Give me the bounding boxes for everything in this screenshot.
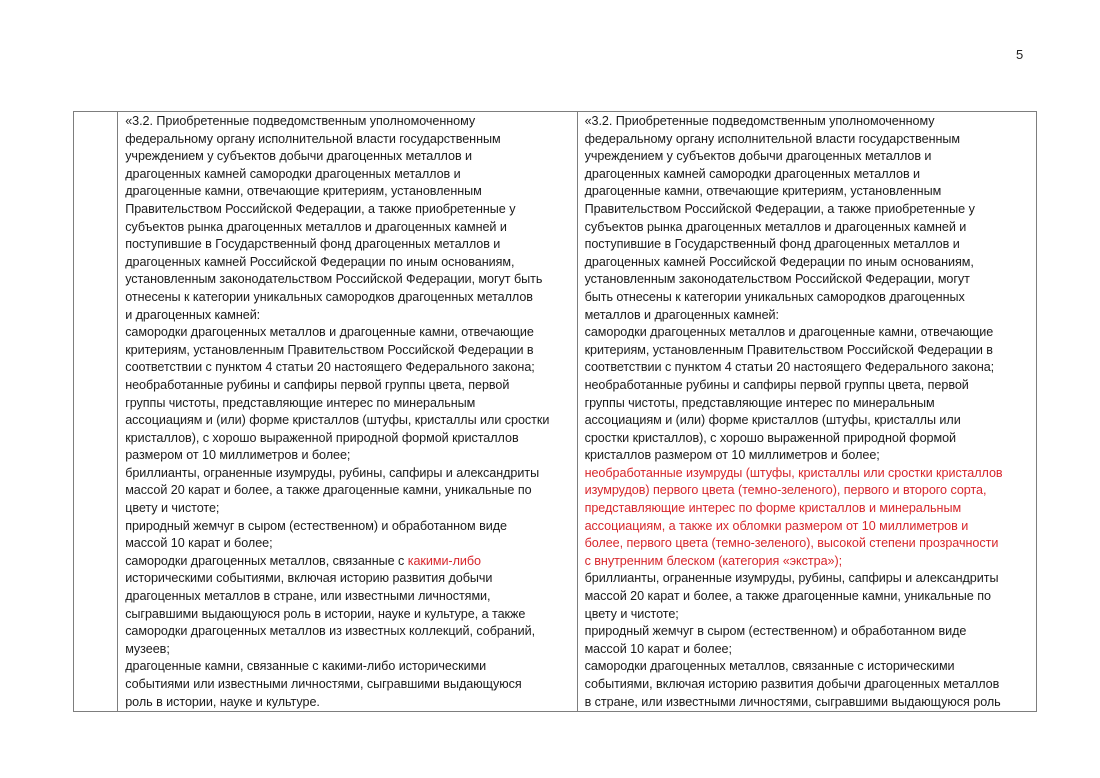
- left-highlight-text: какими-либо: [407, 553, 481, 568]
- comparison-table: [73, 111, 1037, 712]
- left-paragraph-6: [125, 553, 570, 659]
- right-paragraph-1: «3.2. Приобретенные подведомственным уполномоченному федеральному органу исполнительной власти государственным учреждением у субъектов добычи драгоценных металлов и драгоценных камней самородки драгоценных металлов и драгоценные камни, отвечающие критериям, установленным Правительством Российской Федерации, а также приобретенные у субъектов рынка драгоценных металлов и драгоценных камней и поступившие в Государственный фонд драгоценных металлов и драгоценных камней Российской Федерации по иным основаниям, установленным законодательством Российской Федерации, могут быть отнесены к категории уникальных самородков драгоценных металлов и драгоценных камней:: [584, 114, 975, 322]
- page-number: 5: [1016, 47, 1024, 62]
- table-row: [74, 112, 1037, 712]
- right-paragraph-3: необработанные рубины и сапфиры первой группы цвета, первой группы чистоты, представляющие интерес по минеральным ассоциациям и (или) форме кристаллов (штуфы, кристаллы или сростки кристаллов), с хорошо выраженной природной формой кристаллов размером от 10 миллиметров и более;: [584, 377, 969, 463]
- left-paragraph-1: «3.2. Приобретенные подведомственным уполномоченному федеральному органу исполнительной власти государственным учреждением у субъектов добычи драгоценных металлов и драгоценных камней самородки драгоценных металлов и драгоценные камни, отвечающие критериям, установленным Правительством Российской Федерации, а также приобретенные у субъектов рынка драгоценных металлов и драгоценных камней и поступившие в Государственный фонд драгоценных металлов и драгоценных камней Российской Федерации по иным основаниям, установленным законодательством Российской Федерации, могут быть отнесены к категории уникальных самородков драгоценных металлов и драгоценных камней:: [125, 114, 543, 322]
- right-paragraph-5: бриллианты, ограненные изумруды, рубины, сапфиры и александриты массой 20 карат и более, а также драгоценные камни, уникальные по цвету и чистоте;: [584, 571, 999, 621]
- left-paragraph-7: драгоценные камни, связанные с какими-либо историческими событиями или известными личностями, сыгравшими выдающуюся роль в истории, науке и культуре.: [125, 659, 522, 709]
- current-text-cell: [118, 112, 577, 712]
- right-highlight-paragraph: необработанные изумруды (штуфы, кристаллы или сростки кристаллов изумрудов) первого цвета (темно-зеленого), первого и второго сорта, представляющие интерес по форме кристаллов и минеральным ассоциациям, а также их обломки размером от 10 миллиметров и более, первого цвета (темно-зеленого), высокой степени прозрачности с внутренним блеском (категория «экстра»);: [584, 465, 1003, 568]
- proposed-text-cell: [577, 112, 1036, 712]
- left-paragraph-6-start: самородки драгоценных металлов, связанные с: [125, 553, 408, 568]
- row-number-cell: [74, 112, 118, 712]
- right-paragraph-6: природный жемчуг в сыром (естественном) и обработанном виде массой 10 карат и более;: [584, 624, 967, 656]
- right-paragraph-7: самородки драгоценных металлов, связанные с историческими событиями, включая историю развития добычи драгоценных металлов в стране, или известными личностями, сыгравшими выдающуюся роль: [584, 659, 1001, 709]
- left-paragraph-4: бриллианты, ограненные изумруды, рубины, сапфиры и александриты массой 20 карат и более, а также драгоценные камни, уникальные по цвету и чистоте;: [125, 465, 540, 516]
- left-paragraph-2: самородки драгоценных металлов и драгоценные камни, отвечающие критериям, установленным Правительством Российской Федерации в соответствии с пунктом 4 статьи 20 настоящего Федерального закона;: [125, 325, 535, 375]
- left-paragraph-6-end: историческими событиями, включая историю развития добычи драгоценных металлов в стране, или известными личностями, сыгравшими выдающуюся роль в истории, науке и культуре, а также самородки драгоценных металлов из известных коллекций, собраний, музеев;: [125, 571, 536, 656]
- left-paragraph-3: необработанные рубины и сапфиры первой группы цвета, первой группы чистоты, представляющие интерес по минеральным ассоциациям и (или) форме кристаллов (штуфы, кристаллы или сростки кристаллов), с хорошо выраженной природной формой кристаллов размером от 10 миллиметров и более;: [125, 377, 550, 463]
- left-paragraph-5: природный жемчуг в сыром (естественном) и обработанном виде массой 10 карат и более;: [125, 518, 507, 551]
- right-paragraph-2: самородки драгоценных металлов и драгоценные камни, отвечающие критериям, установленным Правительством Российской Федерации в соответствии с пунктом 4 статьи 20 настоящего Федерального закона;: [584, 325, 995, 375]
